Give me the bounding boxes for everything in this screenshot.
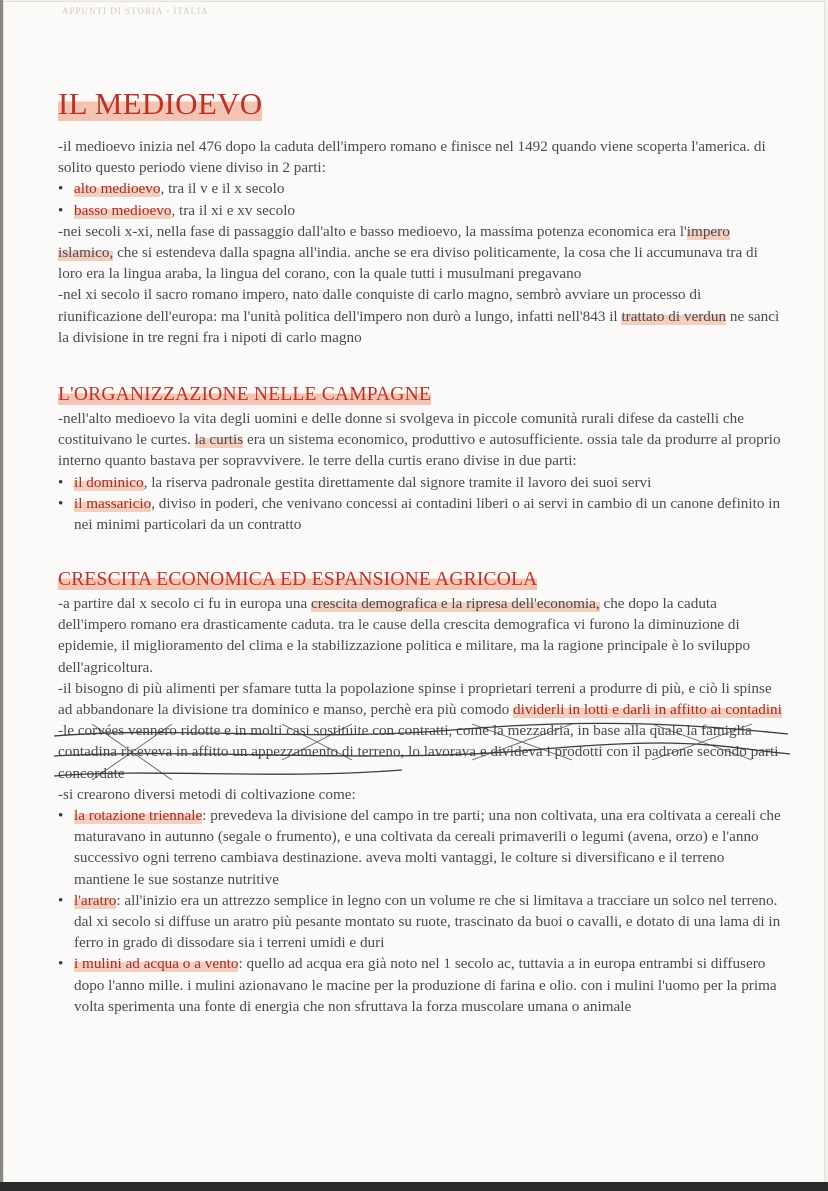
intro-paragraph-2: -nei secoli x-xi, nella fase di passaggio dall'alto e basso medioevo, la massima potenza economica era l'impero islamico, che si estendeva dalla spagna all'india. anche se era diviso politicamente, la cosa che li accumunava tra di loro era la lingua araba, la lingua del corano, con la quale tutti i musulmani pregavano [58, 222, 758, 283]
intro-section [58, 136, 783, 348]
crescita-paragraph-2: -il bisogno di più alimenti per sfamare tutta la popolazione spinse i proprietari terreni a produrre di più, e ciò li spinse ad abbandonare la divisione tra dominico e manso, perchè era più comodo dividerli in lotti e darli in affitto ai contadini [58, 679, 782, 719]
campagne-paragraph-1: -nell'alto medioevo la vita degli uomini e delle donne si svolgeva in piccole comunità rurali difese da castelli che costituivano le curtes. la curtis era un sistema economico, produttivo e autosufficiente. ossia tale da produrre al proprio interno quanto bastava per sopravvivere. le terre della curtis erano divise in due parti: [58, 410, 781, 470]
list-item-alto-medioevo: • alto medioevo, tra il v e il x secolo [58, 178, 783, 199]
crescita-paragraph-4: -si crearono diversi metodi di coltivazione come: [58, 785, 356, 803]
section-campagne [58, 408, 783, 535]
page-title: IL MEDIOEVO [58, 86, 263, 121]
section-heading-crescita: CRESCITA ECONOMICA ED ESPANSIONE AGRICOLA [58, 569, 538, 590]
section-heading-campagne: L'ORGANIZZAZIONE NELLE CAMPAGNE [58, 384, 431, 405]
list-item-rotazione: • la rotazione triennale: prevedeva la divisione del campo in tre parti; una non coltivata, una era coltivata a cereali che maturavano in autunno (segale o frumento), e una coltivata da cereali primaverili o legumi (avena, orzo) e l'anno successivo ogni terreno cambiava destinazione. aveva molti vantaggi, le colture si diversificano e il terreno mantiene le sue sostanze nutritive [58, 805, 783, 890]
list-item-aratro: • l'aratro: all'inizio era un attrezzo semplice in legno con un volume re che si limitava a tracciare un solco nel terreno. dal xi secolo si diffuse un aratro più pesante montato su ruote, trascinato da buoi o cavalli, e dotato di una lama di in ferro in grado di dissodare sia i terreni umidi e duri [58, 890, 783, 954]
list-item-basso-medioevo: • basso medioevo, tra il xi e xv secolo [58, 200, 783, 221]
section-crescita [58, 593, 783, 1017]
intro-paragraph-3: -nel xi secolo il sacro romano impero, nato dalle conquiste di carlo magno, sembrò avviare un processo di riunificazione dell'europa: ma l'unità politica dell'impero non durò a lungo, infatti nell'843 il trattato di verdun ne sancì la divisione in tre regni fra i nipoti di carlo magno [58, 286, 780, 346]
crescita-paragraph-1: -a partire dal x secolo ci fu in europa una crescita demografica e la ripresa dell'economia, che dopo la caduta dell'impero romano era drasticamente caduta. tra le cause della crescita demografica vi furono la diminuzione di epidemie, il miglioramento del clima e la stabilizzazione politica e militare, ma la ragione principale è lo sviluppo dell'agricoltura. [58, 595, 751, 676]
document-page [4, 2, 824, 1185]
list-item-mulini: • i mulini ad acqua o a vento: quello ad acqua era già noto nel 1 secolo ac, tuttavia a in europa entrambi si diffusero dopo l'anno mille. i mulini azionavano le macine per la produzione di farina e olio. con i mulini l'uomo per la prima volta sperimenta una fonte di energia che non sfruttava la forza muscolare umana o animale [58, 953, 783, 1017]
faint-header-text: APPUNTI DI STORIA · ITALIA [62, 6, 209, 16]
scan-edge-left [0, 0, 3, 1191]
intro-paragraph-1: -il medioevo inizia nel 476 dopo la caduta dell'impero romano e finisce nel 1492 quando viene scoperta l'america. di solito questo periodo viene diviso in 2 parti: [58, 138, 766, 177]
struck-through-paragraph: -le corvées vennero ridotte e in molti casi sostituite con contratti, come la mezzadria, in base alla quale la famiglia contadina riceveva in affitto un appezzamento di terreno, lo lavorava e divideva i prodotti con il padrone secondo parti concordate [58, 720, 783, 784]
list-item-dominico: • il dominico, la riserva padronale gestita direttamente dal signore tramite il lavoro dei suoi servi [58, 472, 783, 493]
list-item-massaricio: • il massaricio, diviso in poderi, che venivano concessi ai contadini liberi o ai servi in cambio di un canone definito in nei minimi particolari da un contratto [58, 493, 783, 535]
scan-edge-bottom [0, 1182, 828, 1191]
